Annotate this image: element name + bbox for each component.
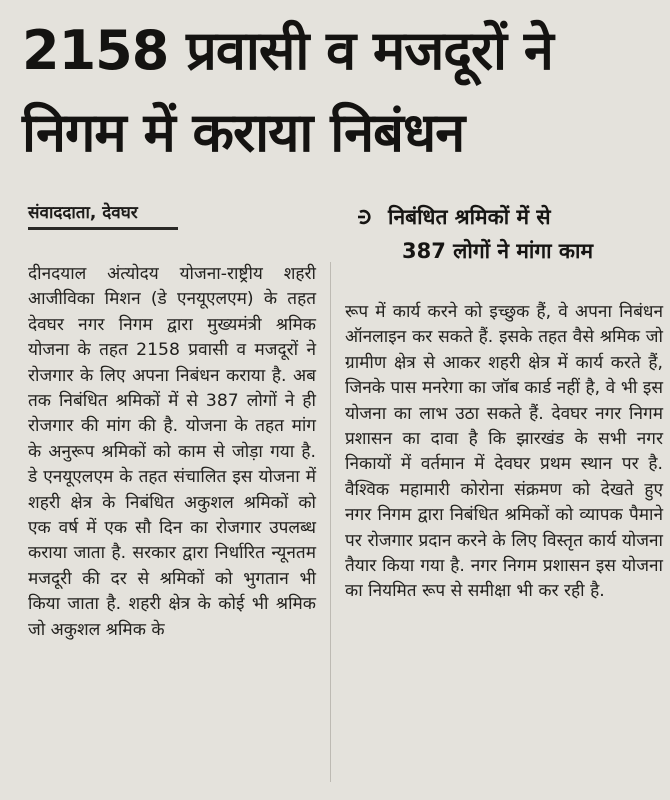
subheadline xyxy=(356,200,656,268)
headline-line-2: निगम में कराया निबंधन xyxy=(22,101,465,164)
article-body-right: रूप में कार्य करने को इच्छुक हैं, वे अपना निबंधन ऑनलाइन कर सकते हैं. इसके तहत वैसे श्रमिक जो ग्रामीण क्षेत्र से आकर शहरी क्षेत्र में कार्य करते हैं, जिनके पास मनरेगा का जॉब कार्ड नहीं है, वे भी इस योजना का लाभ उठा सकते हैं. देवघर नगर निगम प्रशासन का दावा है कि झारखंड के सभी नगर निकायों में वर्तमान में देवघर प्रथम स्थान पर है. वैश्विक महामारी कोरोना संक्रमण को देखते हुए नगर निगम द्वारा निबंधित श्रमिकों को व्यापक पैमाने पर रोजगार प्रदान करने के लिए विस्तृत कार्य योजना तैयार किया गया है. नगर निगम प्रशासन इस योजना का नियमित रूप से समीक्षा भी कर रही है. xyxy=(345,302,663,602)
byline: संवाददाता, देवघर xyxy=(28,200,178,230)
arrow-icon xyxy=(356,208,374,226)
subheadline-line-1: निबंधित श्रमिकों में से xyxy=(388,205,551,229)
headline-line-1: 2158 प्रवासी व मजदूरों ने xyxy=(22,19,553,82)
headline xyxy=(22,10,662,174)
column-divider xyxy=(330,262,331,782)
subheadline-line-2: 387 लोगों ने मांगा काम xyxy=(402,239,594,263)
article-body-left: दीनदयाल अंत्योदय योजना-राष्ट्रीय शहरी आजीविका मिशन (डे एनयूएलएम) के तहत देवघर नगर निगम द्वारा मुख्यमंत्री श्रमिक योजना के तहत 2158 प्रवासी व मजदूरों ने रोजगार के लिए अपना निबंधन कराया है. अब तक निबंधित श्रमिकों में से 387 लोगों ने ही रोजगार की मांग की है. योजना के तहत मांग के अनुरूप श्रमिकों को काम से जोड़ा गया है. डे एनयूएलएम के तहत संचालित इस योजना में शहरी क्षेत्र के निबंधित अकुशल श्रमिकों को एक वर्ष में एक सौ दिन का रोजगार उपलब्ध कराया जाता है. सरकार द्वारा निर्धारित न्यूनतम मजदूरी की दर से श्रमिकों को भुगतान भी किया जाता है. शहरी क्षेत्र के कोई भी श्रमिक जो अकुशल श्रमिक के xyxy=(28,264,316,640)
